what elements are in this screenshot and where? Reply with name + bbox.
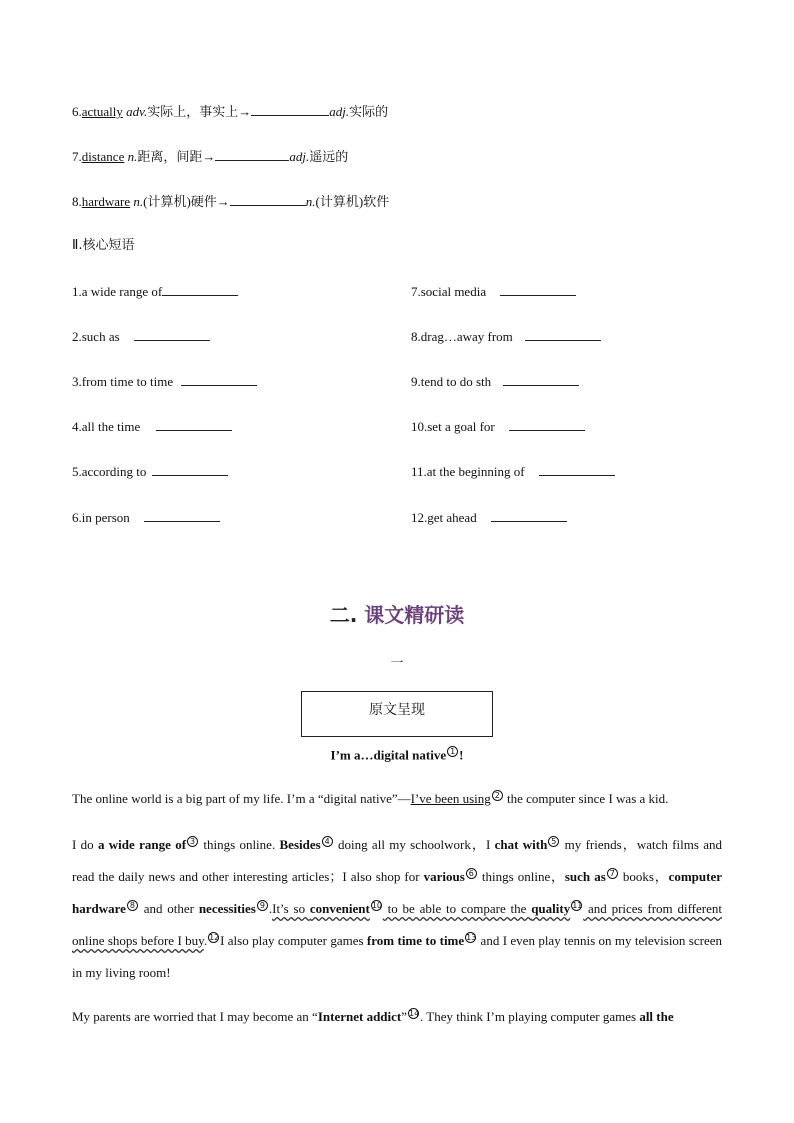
underlined-phrase: I’ve been using [410, 791, 491, 806]
phrase-text: 10.set a goal for [411, 419, 495, 434]
phrase-item [411, 372, 579, 391]
phrase-text: 9.tend to do sth [411, 374, 492, 389]
note-marker: 4 [322, 836, 333, 847]
answer-blank[interactable] [215, 147, 289, 161]
text-run: books， [618, 869, 669, 884]
part-of-speech: adv. [126, 104, 148, 119]
phrase-item [411, 327, 601, 346]
key-phrase: Besides [279, 837, 321, 852]
phrase-item [72, 282, 238, 301]
phrases-heading: Ⅱ.核心短语 [72, 238, 135, 253]
note-marker: 11 [572, 900, 583, 910]
phrase-item [72, 508, 220, 527]
text-run: It’s so [272, 901, 310, 916]
phrase-text: 12.get ahead [411, 510, 477, 525]
note-marker: 5 [548, 836, 559, 847]
vocab-item [72, 192, 389, 211]
answer-blank[interactable] [162, 282, 238, 296]
text-run: I also play computer games [220, 933, 367, 948]
answer-blank[interactable] [491, 508, 567, 522]
note-marker: 3 [187, 836, 198, 847]
note-marker: 7 [607, 868, 618, 879]
key-phrase: various [423, 869, 465, 884]
note-marker: 1 [447, 746, 458, 757]
phrase-text: 7.social media [411, 284, 487, 299]
text-run: things online， [477, 869, 565, 884]
note-marker: 10 [371, 900, 383, 910]
phrase-text: 8.drag…away from [411, 329, 513, 344]
key-phrase: necessities [198, 901, 256, 916]
target-pos: adj. [289, 149, 310, 164]
answer-blank[interactable] [144, 508, 220, 522]
text-run: . [268, 901, 273, 916]
phrase-item [72, 372, 257, 391]
note-marker: 8 [127, 900, 138, 911]
phrase-text: 3.from time to time [72, 374, 174, 389]
answer-blank[interactable] [230, 192, 306, 206]
answer-blank[interactable] [152, 462, 228, 476]
title-end: ! [459, 747, 464, 763]
vocab-item [72, 147, 348, 166]
item-number: 7. [72, 149, 82, 164]
item-number: 8. [72, 194, 82, 209]
phrase-item [411, 462, 615, 481]
text-run: My parents are worried that I may become an “ [72, 1009, 318, 1024]
text-run: to be able to compare the [382, 901, 532, 916]
key-phrase: a wide range of [97, 837, 187, 852]
box-label: 原文呈现 [369, 702, 425, 718]
answer-blank[interactable] [156, 417, 232, 431]
key-phrase: chat with [494, 837, 548, 852]
part-of-speech: n. [133, 194, 144, 209]
paragraph-1 [72, 783, 722, 815]
note-marker: 14 [409, 1008, 420, 1018]
vocab-item [72, 102, 388, 121]
vocab-word: hardware [81, 194, 131, 209]
answer-blank[interactable] [134, 327, 210, 341]
text-run: I do [72, 837, 98, 852]
original-text-box [301, 691, 493, 737]
target-pos: adj. [329, 104, 350, 119]
answer-blank[interactable] [500, 282, 576, 296]
key-phrase: Internet addict [317, 1009, 402, 1024]
phrase-item [411, 508, 567, 527]
note-marker: 6 [466, 868, 477, 879]
vocab-word: distance [81, 149, 125, 164]
item-number: 6. [72, 104, 82, 119]
text-run: doing all my schoolwork，I [333, 837, 495, 852]
section-title [0, 599, 794, 628]
target-meaning: (计算机)软件 [315, 194, 390, 209]
text-run: ” [401, 1009, 408, 1024]
answer-blank[interactable] [251, 102, 329, 116]
answer-blank[interactable] [525, 327, 601, 341]
title-text: I’m a…digital native [330, 747, 447, 763]
paragraph-3 [72, 1001, 722, 1033]
target-pos: n. [305, 194, 316, 209]
key-phrase: computer hardware [72, 869, 722, 916]
text-run: . [203, 933, 208, 948]
text-run: and I even play tennis on my television screen in my living room! [72, 933, 723, 980]
vocab-meaning: 距离，间距→ [137, 149, 216, 164]
note-marker: 2 [492, 790, 503, 801]
phrase-text: 1.a wide range of [72, 284, 163, 299]
key-phrase: all the [639, 1009, 674, 1024]
answer-blank[interactable] [539, 462, 615, 476]
text-run: and prices from different online shops before I buy [72, 901, 722, 948]
section-name: 课文精研读 [364, 603, 465, 627]
key-phrase: convenient [309, 901, 370, 916]
article-title [0, 746, 794, 763]
phrase-item [411, 282, 576, 301]
target-meaning: 实际的 [349, 104, 389, 119]
key-phrase: from time to time [366, 933, 465, 948]
note-marker: 12 [209, 932, 220, 942]
answer-blank[interactable] [509, 417, 585, 431]
vocab-meaning: 实际上，事实上→ [147, 104, 252, 119]
note-marker: 9 [257, 900, 268, 911]
answer-blank[interactable] [503, 372, 579, 386]
phrase-text: 4.all the time [72, 419, 141, 434]
key-phrase: quality [531, 901, 571, 916]
phrase-text: 5.according to [72, 464, 147, 479]
text-run: The online world is a big part of my life. I’m a “digital native”— [72, 791, 411, 806]
answer-blank[interactable] [181, 372, 257, 386]
subsection-number: 一 [390, 655, 404, 670]
text-run: my friends，watch films and read the daily news and other interesting articles；I also shop for [72, 837, 722, 884]
part-of-speech: n. [127, 149, 138, 164]
key-phrase: such as [564, 869, 606, 884]
target-meaning: 遥远的 [309, 149, 349, 164]
section-number: 二. [329, 603, 358, 627]
vocab-meaning: (计算机)硬件→ [143, 194, 230, 209]
paragraph-2 [72, 829, 722, 989]
phrase-item [72, 417, 232, 436]
phrase-text: 2.such as [72, 329, 120, 344]
text-run: the computer since I was a kid. [503, 791, 669, 806]
phrase-item [72, 327, 210, 346]
vocab-word: actually [81, 104, 123, 119]
phrase-text: 11.at the beginning of [411, 464, 525, 479]
text-run: and other [138, 901, 199, 916]
text-run: . They think I’m playing computer games [420, 1009, 640, 1024]
phrase-text: 6.in person [72, 510, 130, 525]
phrase-item [72, 462, 228, 481]
text-run: things online. [199, 837, 280, 852]
phrase-item [411, 417, 585, 436]
note-marker: 13 [466, 932, 477, 942]
